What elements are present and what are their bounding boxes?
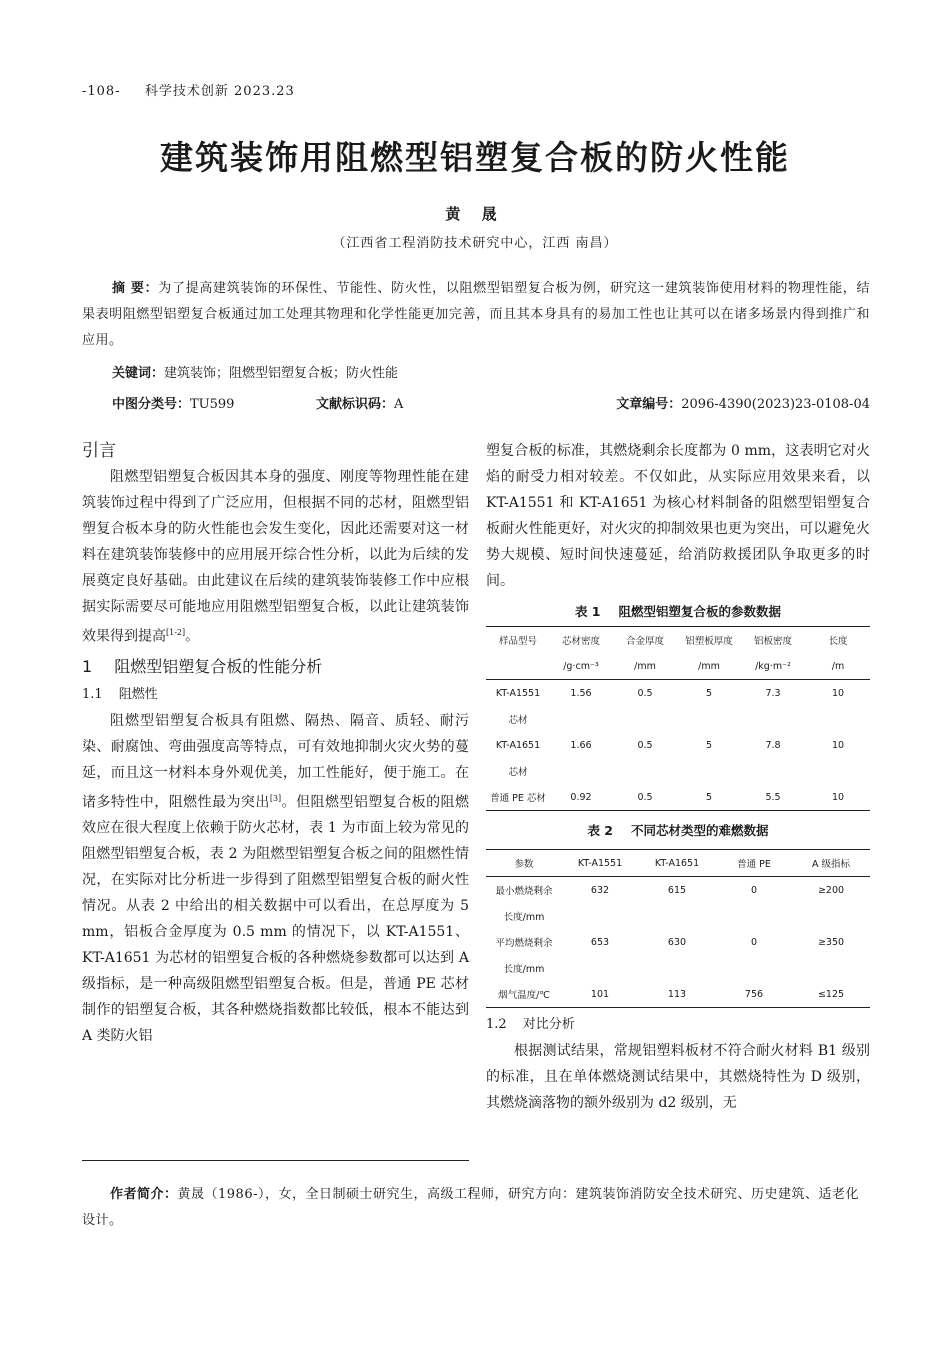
table-cell: KT-A1651 [495, 739, 541, 751]
article-number [616, 393, 870, 412]
article-number-label: 文章编号： [616, 397, 682, 412]
keywords-text: 建筑装饰；阻燃型铝塑复合板；防火性能 [164, 366, 399, 381]
table-cell: 5 [705, 739, 713, 751]
table-row [486, 680, 870, 707]
table-2-title: 不同芯材类型的难燃数据 [631, 823, 769, 838]
table-cell [806, 706, 870, 732]
table-cell: 0 [750, 884, 758, 896]
right-column [486, 438, 870, 1116]
table-cell: ≥200 [817, 884, 845, 896]
footnote-text: 黄晟（1986-），女，全日制硕士研究生，高级工程师，研究方向：建筑装饰消防安全技术研究、历史建筑、适老化设计。 [82, 1187, 859, 1228]
table-2-header-row [486, 850, 870, 877]
table-cell: 长度/mm [503, 912, 545, 923]
running-header [82, 80, 295, 99]
author-footnote [82, 1182, 870, 1234]
table-1-header-row [486, 627, 870, 654]
table-cell: 615 [667, 884, 687, 896]
table-1-unit-cell: /m [806, 653, 870, 680]
table-cell: 1.66 [570, 739, 592, 751]
table-cell: 10 [806, 784, 870, 811]
section-1-1-body [82, 708, 469, 1050]
table-cell: 7.8 [765, 739, 781, 751]
doc-code-value: A [394, 397, 404, 412]
doc-code [316, 393, 403, 412]
table-cell: 1.56 [570, 687, 592, 699]
table-cell: 113 [638, 981, 716, 1008]
table-cell [740, 758, 806, 784]
keywords-label: 关键词： [112, 366, 165, 381]
table-cell: 632 [590, 884, 610, 896]
clc-label: 中图分类号： [112, 397, 191, 412]
citation: [1-2] [166, 628, 186, 637]
footnote-label: 作者简介： [110, 1187, 178, 1202]
table-cell [678, 758, 740, 784]
table-row [486, 981, 870, 1008]
table-cell: 5.5 [740, 784, 806, 811]
clc-number [112, 393, 234, 412]
table-row [486, 706, 870, 732]
section-1-title: 阻燃型铝塑复合板的性能分析 [114, 656, 323, 676]
table-1 [486, 626, 870, 811]
table-2-header-cell: 普通 PE [716, 850, 792, 877]
table-1-header-cell: 铝塑板厚度 [678, 627, 740, 654]
doc-code-label: 文献标识码： [316, 397, 395, 412]
section-1-heading [82, 652, 469, 682]
keywords [112, 362, 398, 381]
table-1-unit-cell: /mm [678, 653, 740, 680]
table-1-unit-cell [486, 653, 550, 680]
table-2 [486, 849, 870, 1008]
table-cell: 5 [705, 687, 713, 699]
table-1-caption [486, 600, 870, 624]
table-cell [792, 903, 870, 929]
table-cell: 平均燃烧剩余 [495, 938, 553, 949]
table-row [486, 929, 870, 955]
abstract-label: 摘 要： [112, 281, 159, 296]
table-1-header-cell: 合金厚度 [612, 627, 678, 654]
table-cell: 烟气温度/℃ [486, 981, 562, 1008]
p11-text-b: 。但阻燃型铝塑复合板的阻燃效应在很大程度上依赖于防火芯材，表 1 为市面上较为常见的阻燃型铝塑复合板，表 2 为阻燃型铝塑复合板之间的阻燃性情况，在实际对比分析进一步得到了阻燃型铝塑复合板的耐火性情况。从表 2 中给出的相关数据中可以看出，在总厚度为 5 mm，铝板合金厚度为 0.5 mm 的情况下，以 KT-A1551、KT-A1651 为芯材的铝塑复合板的各种燃烧参数都可以达到 A 级指标，是一种高级阻燃型铝塑复合板。但是，普通 PE 芯材制作的铝塑复合板，其各种燃烧指数都比较低，根本不能达到 A 类防火铝 [82, 794, 469, 1045]
table-row [486, 758, 870, 784]
intro-heading: 引言 [82, 441, 116, 461]
table-1-unit-cell: /mm [612, 653, 678, 680]
section-1-1-paragraph [82, 708, 469, 1050]
table-1-header-cell: 铝板密度 [740, 627, 806, 654]
table-cell: 0.5 [637, 687, 653, 699]
clc-value: TU599 [190, 397, 235, 412]
table-cell: ≤125 [792, 981, 870, 1008]
paper-title: 建筑装饰用阻燃型铝塑复合板的防火性能 [160, 138, 790, 177]
section-1-2-title: 对比分析 [522, 1017, 575, 1032]
table-cell: 10 [831, 687, 845, 699]
table-cell [562, 903, 638, 929]
table-1-title: 阻燃型铝塑复合板的参数数据 [618, 604, 782, 619]
author-name: 黄 晟 [445, 205, 505, 223]
page-number: -108- [82, 84, 121, 99]
table-cell: 0.5 [612, 784, 678, 811]
section-1-2-heading [486, 1012, 870, 1038]
table-cell: 653 [590, 936, 610, 948]
intro-end: 。 [185, 628, 200, 645]
table-2-number: 表 2 [587, 823, 614, 838]
table-row [486, 877, 870, 904]
table-cell: 10 [831, 739, 845, 751]
table-1-unit-cell: /kg·m⁻² [740, 653, 806, 680]
table-cell: 101 [562, 981, 638, 1008]
table-cell: 长度/mm [503, 964, 545, 975]
table-1-unit-cell: /g·cm⁻³ [550, 653, 612, 680]
table-cell: 5 [678, 784, 740, 811]
table-cell [792, 955, 870, 981]
table-cell [550, 758, 612, 784]
table-cell [678, 706, 740, 732]
continued-paragraph: 塑复合板的标准，其燃烧剩余长度都为 0 mm，这表明它对火焰的耐受力相对较差。不仅如此，从实际应用效果来看，以 KT-A1551 和 KT-A1651 为核心材料制备的阻燃型铝塑复合板耐火性能更好，对火灾的抑制效果也更为突出，可以避免火势大规模、短时间快速蔓延，给消防救援团队争取更多的时间。 [486, 443, 870, 589]
table-1-header-cell: 长度 [806, 627, 870, 654]
table-row [486, 784, 870, 811]
table-cell: 0.5 [637, 739, 653, 751]
table-cell: 756 [716, 981, 792, 1008]
section-1-2-paragraph: 根据测试结果，常规铝塑料板材不符合耐火材料 B1 级别的标准，且在单体燃烧测试结果中，其燃烧特性为 D 级别，其燃烧滴落物的额外级别为 d2 级别，无 [486, 1043, 870, 1111]
abstract-text: 为了提高建筑装饰的环保性、节能性、防火性，以阻燃型铝塑复合板为例，研究这一建筑装饰使用材料的物理性能，结果表明阻燃型铝塑复合板通过加工处理其物理和化学性能更加完善，而且其本身具有的易加工性也让其可以在诸多场景内得到推广和应用。 [82, 281, 870, 348]
table-cell: ≥350 [817, 936, 845, 948]
table-1-header-cell: 芯材密度 [550, 627, 612, 654]
p11-text-a: 阻燃型铝塑复合板具有阻燃、隔热、隔音、质轻、耐污染、耐腐蚀、弯曲强度高等特点，可有效地抑制火灾火势的蔓延，而且这一材料本身外观优美，加工性能好，便于施工。在诸多特性中，阻燃性最为突出 [82, 712, 469, 811]
table-row [486, 903, 870, 929]
continued-body [486, 438, 870, 594]
table-cell [716, 903, 792, 929]
table-cell [638, 903, 716, 929]
table-cell: 0 [750, 936, 758, 948]
table-cell: KT-A1551 [495, 687, 541, 699]
table-cell [550, 706, 612, 732]
section-1-1-heading [82, 682, 469, 708]
table-2-header-cell: KT-A1551 [562, 850, 638, 877]
table-cell [612, 758, 678, 784]
intro-text: 阻燃型铝塑复合板因其本身的强度、刚度等物理性能在建筑装饰过程中得到了广泛应用，但根据不同的芯材，阻燃型铝塑复合板本身的防火性能也会发生变化，因此还需要对这一材料在建筑装饰装修中的应用展开综合性分析，以此为后续的发展奠定良好基础。由此建议在后续的建筑装饰装修工作中应根据实际需要尽可能地应用阻燃型铝塑复合板，以此让建筑装饰效果得到提高 [82, 469, 469, 645]
table-cell [806, 758, 870, 784]
author-affiliation: （江西省工程消防技术研究中心，江西 南昌） [332, 236, 618, 251]
table-1-unit-row [486, 653, 870, 680]
section-1-2-number: 1.2 [486, 1017, 507, 1032]
section-1-number: 1 [82, 656, 93, 676]
table-cell [612, 706, 678, 732]
footnote-divider [82, 1160, 469, 1161]
section-1-1-number: 1.1 [82, 686, 103, 702]
section-1-1-title: 阻燃性 [118, 686, 158, 702]
section-1-2-body [486, 1038, 870, 1116]
left-column [82, 438, 469, 1049]
journal-name: 科学技术创新 2023.23 [144, 84, 295, 99]
table-cell: 630 [667, 936, 687, 948]
table-1-header-cell: 样品型号 [486, 627, 550, 654]
table-row [486, 732, 870, 758]
article-number-value: 2096-4390(2023)23-0108-04 [681, 397, 870, 412]
table-1-number: 表 1 [574, 604, 601, 619]
citation: [3] [269, 793, 282, 803]
table-cell: 最小燃烧剩余 [495, 886, 553, 897]
table-2-header-cell: 参数 [486, 850, 562, 877]
table-cell [740, 706, 806, 732]
table-cell: 芯材 [508, 715, 528, 726]
table-cell: 芯材 [508, 767, 528, 778]
table-row [486, 955, 870, 981]
table-cell [716, 955, 792, 981]
table-2-header-cell: KT-A1651 [638, 850, 716, 877]
table-2-caption [486, 819, 870, 843]
table-cell: 0.92 [550, 784, 612, 811]
intro-paragraph [82, 464, 469, 650]
table-cell [562, 955, 638, 981]
table-cell [638, 955, 716, 981]
intro-body [82, 464, 469, 650]
table-cell: 7.3 [765, 687, 781, 699]
table-cell: 普通 PE 芯材 [486, 784, 550, 811]
table-2-header-cell: A 级指标 [792, 850, 870, 877]
abstract [82, 276, 870, 354]
